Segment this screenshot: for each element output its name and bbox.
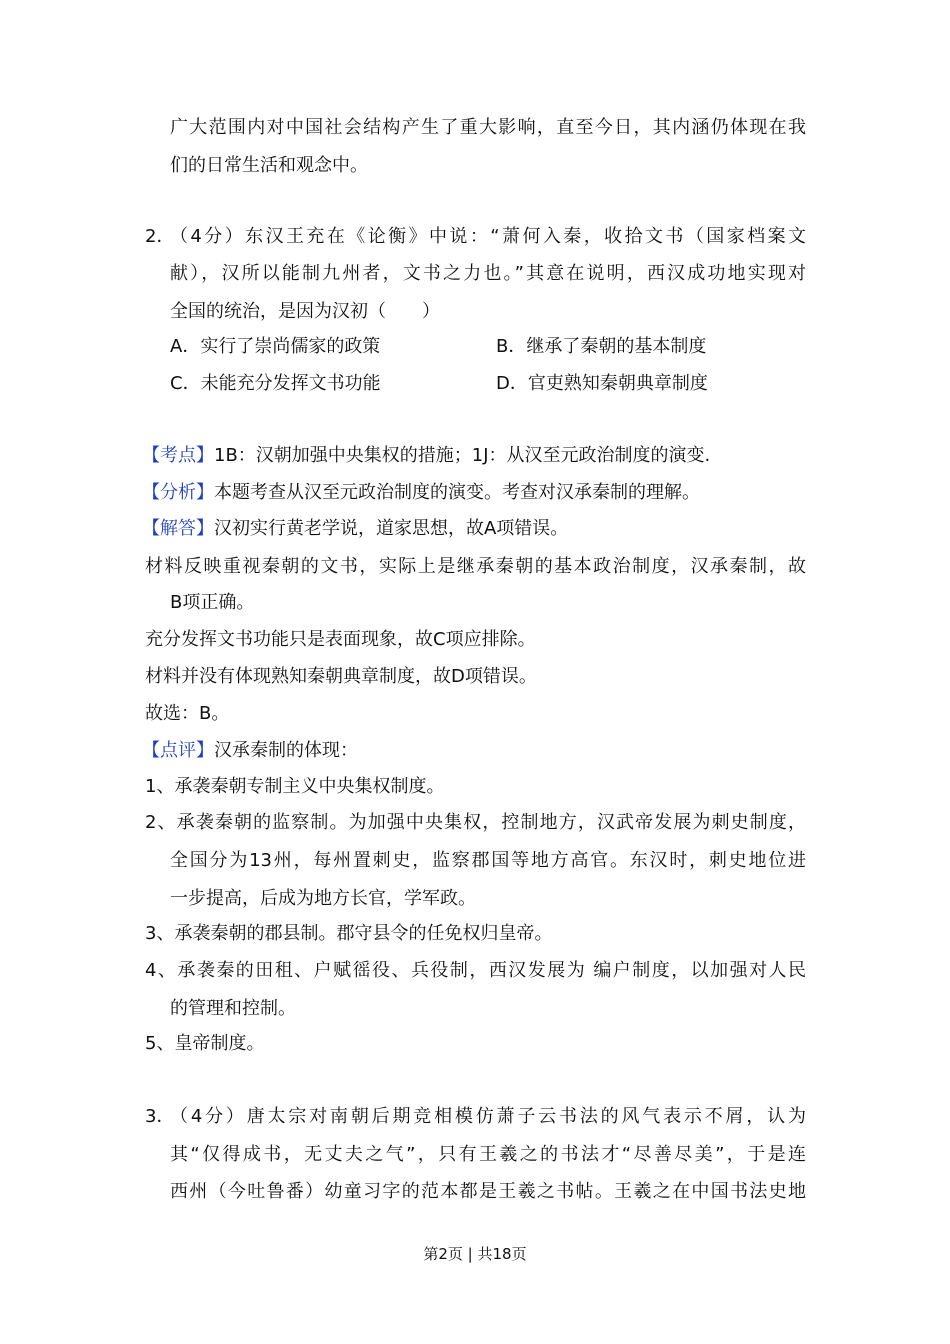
kaodian-tag: 【考点】 [142, 445, 214, 466]
point-line: 1、承袭秦朝专制主义中央集权制度。 [145, 776, 445, 797]
kaodian-text: 1B：汉朝加强中央集权的措施；1J：从汉至元政治制度的演变. [214, 445, 711, 466]
fenxi-text: 本题考查从汉至元政治制度的演变。考查对汉承秦制的理解。 [214, 482, 700, 503]
jieda-row [142, 516, 568, 542]
page-footer: 第2页 | 共18页 [423, 1245, 527, 1263]
dianping-tag: 【点评】 [142, 740, 214, 761]
dianping-row [142, 738, 358, 764]
point-line: 的管理和控制。 [170, 998, 296, 1019]
question-line: （4分）唐太宗对南朝后期竞相模仿萧子云书法的风气表示不屑，认为 [170, 1106, 806, 1127]
point-line: 4、承袭秦的田租、户赋徭役、兵役制，西汉发展为 编户制度，以加强对人民 [145, 960, 806, 981]
option-a: A．实行了崇尚儒家的政策 [170, 336, 381, 357]
jieda-text: 汉初实行黄老学说，道家思想，故A项错误。 [214, 518, 569, 539]
jieda-tag: 【解答】 [142, 518, 214, 539]
dianping-text: 汉承秦制的体现： [214, 740, 358, 761]
fenxi-row [142, 480, 700, 506]
kaodian-row [142, 443, 710, 469]
point-line: 一步提高，后成为地方长官，学军政。 [170, 888, 476, 909]
point-line: 全国分为13州，每州置刺史，监察郡国等地方高官。东汉时，刺史地位进 [170, 850, 806, 871]
point-line: 2、承袭秦朝的监察制。为加强中央集权，控制地方，汉武帝发展为刺史制度， [145, 812, 806, 833]
question-line: 献），汉所以能制九州者，文书之力也。”其意在说明，西汉成功地实现对 [170, 263, 806, 284]
answer-line: 材料并没有体现熟知秦朝典章制度，故D项错误。 [145, 666, 537, 687]
question-line: （4分）东汉王充在《论衡》中说：“萧何入秦，收拾文书（国家档案文 [170, 226, 806, 247]
question-line: 全国的统治，是因为汉初（ ） [170, 301, 440, 322]
question-number: 2． [145, 226, 175, 247]
point-line: 3、承袭秦朝的郡县制。郡守县令的任免权归皇帝。 [145, 923, 553, 944]
option-b: B．继承了秦朝的基本制度 [496, 336, 707, 357]
point-line: 5、皇帝制度。 [145, 1033, 265, 1054]
answer-line: B项正确。 [170, 592, 255, 613]
question-line: 西州（今吐鲁番）幼童习字的范本都是王羲之书帖。王羲之在中国书法史地 [170, 1181, 806, 1202]
question-number: 3． [145, 1106, 175, 1127]
option-c: C．未能充分发挥文书功能 [170, 373, 381, 394]
fenxi-tag: 【分析】 [142, 482, 214, 503]
answer-line: 充分发挥文书功能只是表面现象，故C项应排除。 [145, 629, 536, 650]
answer-line: 故选：B。 [145, 703, 230, 724]
intro-line: 广大范围内对中国社会结构产生了重大影响，直至今日，其内涵仍体现在我 [170, 117, 806, 138]
option-d: D．官吏熟知秦朝典章制度 [496, 373, 708, 394]
intro-line: 们的日常生活和观念中。 [170, 155, 368, 176]
question-line: 其“仅得成书，无丈夫之气”，只有王羲之的书法才“尽善尽美”，于是连 [170, 1144, 806, 1165]
answer-line: 材料反映重视秦朝的文书，实际上是继承秦朝的基本政治制度，汉承秦制，故 [145, 556, 806, 577]
